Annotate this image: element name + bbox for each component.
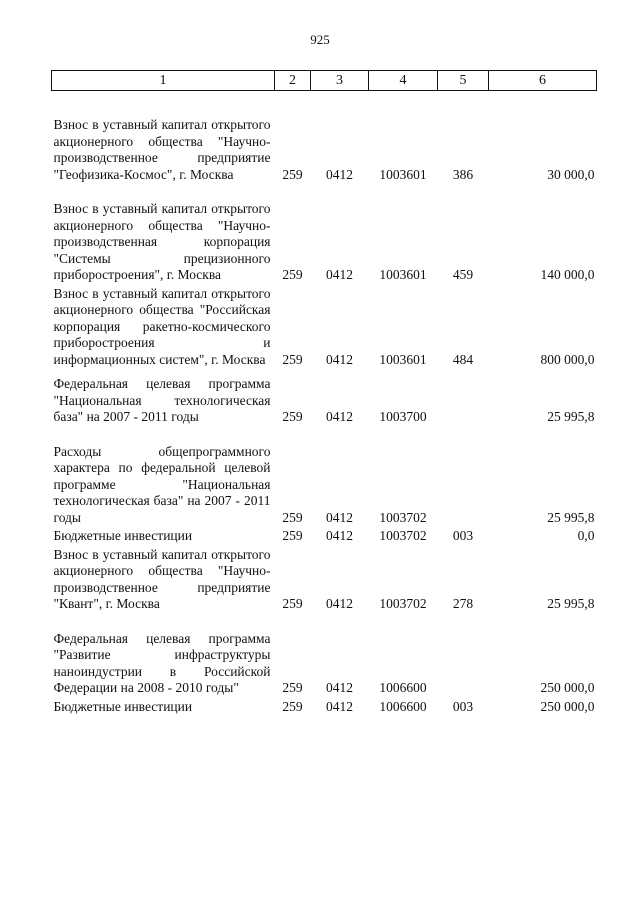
row-ministry: 259: [282, 680, 303, 695]
row-section: 0412: [326, 166, 353, 182]
row-target-item: 1003702: [379, 528, 427, 543]
row-description: Взнос в уставный капитал открытого акционерного общества "Научно-производственное предприятие "Геофизика-Космос", г. Москва: [53, 117, 271, 182]
column-header-3: 3: [311, 71, 369, 91]
row-description: Взнос в уставный капитал открытого акционерного общества "Российская корпорация ракетно-космического приборостроения и информационных систем", г. Москва: [53, 285, 271, 367]
row-expense-type: [438, 613, 489, 697]
row-amount: 0,0: [577, 528, 595, 543]
row-target-item: 1003702: [379, 509, 427, 525]
row-ministry: 259: [282, 267, 303, 282]
row-amount: 30 000,0: [547, 166, 595, 182]
row-amount: 250 000,0: [540, 698, 595, 714]
column-header-5: 5: [438, 71, 489, 91]
row-expense-type: [438, 368, 489, 426]
column-header-4: 4: [369, 71, 438, 91]
row-description: Федеральная целевая программа "Национальная технологическая база" на 2007 - 2011 годы: [53, 376, 271, 424]
row-description: Взнос в уставный капитал открытого акционерного общества "Научно-производственное предприятие "Квант", г. Москва: [53, 546, 271, 611]
row-ministry: 259: [282, 166, 303, 182]
row-ministry: 259: [282, 596, 303, 611]
row-ministry: 259: [282, 698, 303, 714]
table-row: [52, 183, 597, 284]
row-expense-type: [438, 426, 489, 527]
row-target-item: 1003601: [379, 166, 427, 182]
column-header-1: 1: [52, 71, 275, 91]
row-description: Взнос в уставный капитал открытого акционерного общества "Научно-производственная корпорация "Системы прецизионного приборостроения", г. Москва: [53, 201, 271, 282]
page-number: 925: [310, 32, 330, 47]
row-ministry: 259: [282, 509, 303, 525]
row-expense-type: 386: [452, 166, 474, 182]
table-row: [52, 613, 597, 697]
row-expense-type: 484: [452, 351, 474, 367]
row-expense-type: 003: [452, 528, 474, 543]
row-section: 0412: [326, 596, 353, 611]
row-ministry: 259: [282, 528, 303, 543]
row-amount: 250 000,0: [540, 680, 595, 695]
row-amount: 800 000,0: [540, 351, 595, 367]
row-expense-type: 459: [452, 267, 474, 282]
row-section: 0412: [326, 698, 353, 714]
row-amount: 140 000,0: [540, 267, 595, 282]
row-description: Бюджетные инвестиции: [53, 698, 193, 714]
row-description: Бюджетные инвестиции: [53, 528, 193, 543]
row-section: 0412: [326, 267, 353, 282]
row-target-item: 1006600: [379, 698, 427, 714]
table-header-row: [52, 71, 597, 91]
row-description: Расходы общепрограммного характера по федеральной целевой программе "Национальная технологическая база" на 2007 - 2011 годы: [53, 443, 271, 525]
row-target-item: 1006600: [379, 680, 427, 695]
row-target-item: 1003601: [379, 267, 427, 282]
row-section: 0412: [326, 509, 353, 525]
row-description: Федеральная целевая программа "Развитие инфраструктуры наноиндустрии в Российской Федерации на 2008 - 2010 годы": [53, 630, 271, 695]
table-row: [52, 368, 597, 426]
table-row: [52, 91, 597, 184]
table-row: [52, 284, 597, 369]
row-section: 0412: [326, 680, 353, 695]
row-target-item: 1003702: [379, 596, 427, 611]
column-header-6: 6: [489, 71, 597, 91]
row-section: 0412: [326, 409, 353, 424]
row-amount: 25 995,8: [547, 509, 595, 525]
row-amount: 25 995,8: [547, 409, 595, 424]
table-row: [52, 426, 597, 527]
row-ministry: 259: [282, 409, 303, 424]
row-ministry: 259: [282, 351, 303, 367]
table-row: [52, 545, 597, 613]
row-expense-type: 003: [452, 698, 474, 714]
row-section: 0412: [326, 351, 353, 367]
table-row: [52, 697, 597, 716]
table-row: [52, 526, 597, 545]
row-amount: 25 995,8: [547, 596, 595, 611]
budget-table: [51, 70, 597, 715]
row-section: 0412: [326, 528, 353, 543]
row-expense-type: 278: [452, 596, 474, 611]
row-target-item: 1003601: [379, 351, 427, 367]
row-target-item: 1003700: [379, 409, 427, 424]
column-header-2: 2: [275, 71, 311, 91]
